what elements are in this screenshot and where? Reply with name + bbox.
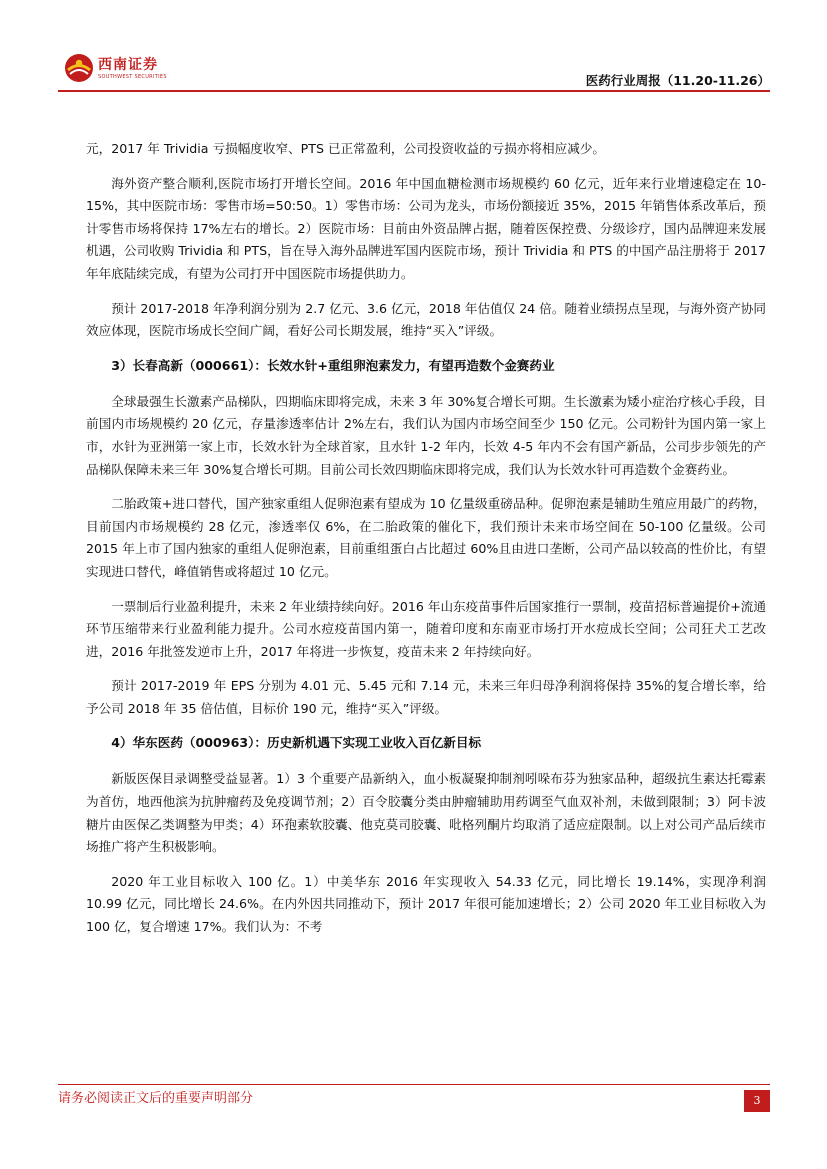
main-content bbox=[86, 138, 766, 951]
logo-english-name: SOUTHWEST SECURITIES bbox=[98, 74, 167, 80]
logo-chinese-name: 西南证券 bbox=[98, 57, 158, 73]
header-divider bbox=[58, 90, 770, 92]
paragraph-vaccine: 一票制后行业盈利提升，未来 2 年业绩持续向好。2016 年山东疫苗事件后国家推行一票制，疫苗招标普遍提价+流通环节压缩带来行业盈利能力提升。公司水痘疫苗国内第一，随着印度和东南亚市场打开水痘成长空间；公司狂犬工艺改进，2016 年批签发逆市上升，2017 年将进一步恢复，疫苗未来 2 年持续向好。 bbox=[86, 598, 766, 659]
paragraph-overseas-assets: 海外资产整合顺利,医院市场打开增长空间。2016 年中国血糖检测市场规模约 60 亿元，近年来行业增速稳定在 10-15%，其中医院市场：零售市场=50:50。1）零售市场：公司为龙头，市场份额接近 35%，2015 年销售体系改革后，预计零售市场将保持 17%左右的增长。2）医院市场：目前由外资品牌占据，随着医保控费、分级诊疗，国内品牌迎来发展机遇，公司收购 Trividia 和 PTS，旨在导入海外品牌进军国内医院市场，预计 Trividia 和 PTS 的中国产品注册将于 2017 年年底陆续完成，有望为公司打开中国医院市场提供助力。 bbox=[86, 175, 766, 281]
footer-divider bbox=[58, 1084, 770, 1085]
paragraph-fsh: 二胎政策+进口替代，国产独家重组人促卵泡素有望成为 10 亿量级重磅品种。促卵泡素是辅助生殖应用最广的药物，目前国内市场规模约 28 亿元，渗透率仅 6%，在二胎政策的催化下，我们预计未来市场空间在 50-100 亿量级。公司 2015 年上市了国内独家的重组人促卵泡素，目前重组蛋白占比超过 60%且由进口垄断，公司产品以较高的性价比，有望实现进口替代，峰值销售或将超过 10 亿元。 bbox=[86, 496, 766, 579]
paragraph-industrial-target: 2020 年工业目标收入 100 亿。1）中美华东 2016 年实现收入 54.33 亿元，同比增长 19.14%，实现净利润 10.99 亿元，同比增长 24.6%。在内外因共同推动下，预计 2017 年很可能加速增长；2）公司 2020 年工业目标收入为 100 亿，复合增速 17%。我们认为：不考 bbox=[86, 873, 766, 935]
section-heading-huadong: 4）华东医药（000963）：历史新机遇下实现工业收入百亿新目标 bbox=[111, 735, 482, 751]
disclaimer-text: 请务必阅读正文后的重要声明部分 bbox=[58, 1091, 254, 1106]
page-number: 3 bbox=[744, 1090, 770, 1112]
section-heading-changchun-gaoxin: 3）长春高新（000661）：长效水针+重组卵泡素发力，有望再造数个金赛药业 bbox=[111, 357, 555, 373]
logo-emblem-icon bbox=[64, 53, 94, 83]
company-logo bbox=[58, 48, 178, 88]
report-title: 医药行业周报（11.20-11.26） bbox=[585, 73, 770, 88]
page-header bbox=[58, 44, 770, 94]
page-footer bbox=[58, 1084, 770, 1124]
paragraph-growth-hormone: 全球最强生长激素产品梯队，四期临床即将完成，未来 3 年 30%复合增长可期。生长激素为矮小症治疗核心手段，目前国内市场规模约 20 亿元，存量渗透率估计 2%左右，我们认为国内市场空间至少 150 亿元。公司粉针为国内第一家上市，水针为亚洲第一家上市，长效水针为全球首家，且水针 1-2 年内，长效 4-5 年内不会有国产新品，公司步步领先的产品梯队保障未来三年 30%复合增长可期。目前公司长效四期临床即将完成，我们认为长效水针可再造数个金赛药业。 bbox=[86, 393, 766, 477]
paragraph-continuation: 元，2017 年 Trividia 亏损幅度收窄、PTS 已正常盈利，公司投资收益的亏损亦将相应减少。 bbox=[86, 141, 606, 156]
paragraph-insurance-catalog: 新版医保目录调整受益显著。1）3 个重要产品新纳入，血小板凝聚抑制剂吲哚布芬为独家品种，超级抗生素达托霉素为首仿，地西他滨为抗肿瘤药及免疫调节剂；2）百令胶囊分类由肿瘤辅助用药调至气血双补剂，未做到限制；3）阿卡波糖片由医保乙类调整为甲类；4）环孢素软胶囊、他克莫司胶囊、吡格列酮片均取消了适应症限制。以上对公司产品后续市场推广将产生积极影响。 bbox=[86, 771, 766, 855]
paragraph-forecast-1: 预计 2017-2018 年净利润分别为 2.7 亿元、3.6 亿元，2018 年估值仅 24 倍。随着业绩拐点呈现，与海外资产协同效应体现，医院市场成长空间广阔，看好公司长期发展，维持“买入”评级。 bbox=[86, 300, 766, 339]
paragraph-forecast-2: 预计 2017-2019 年 EPS 分别为 4.01 元、5.45 元和 7.14 元，未来三年归母净利润将保持 35%的复合增长率，给予公司 2018 年 35 倍估值，目标价 190 元，维持“买入”评级。 bbox=[86, 678, 766, 716]
